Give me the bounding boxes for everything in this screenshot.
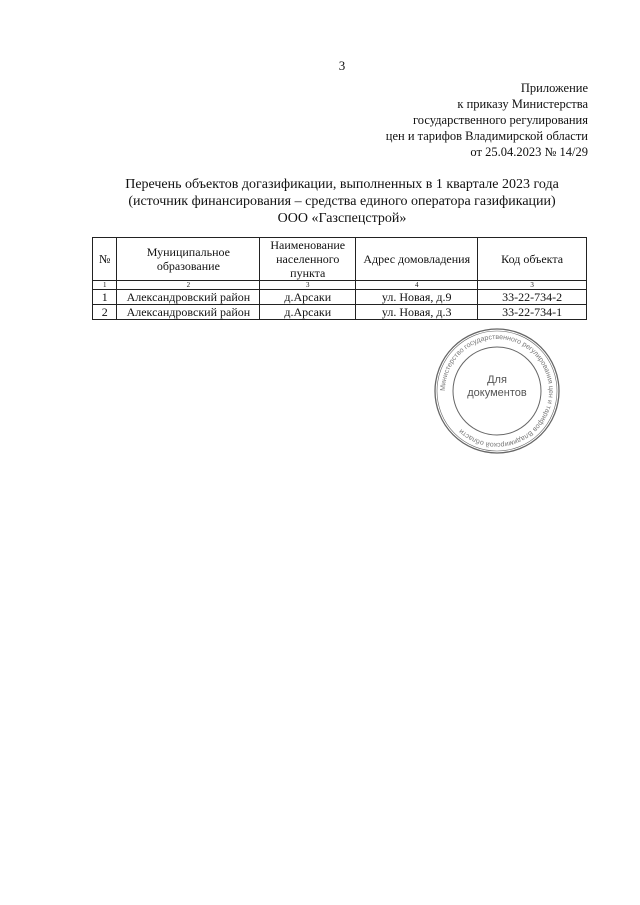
cell-object-code: 33-22-734-1 — [478, 305, 587, 320]
seal-center-line: документов — [467, 387, 527, 399]
header-object-code: Код объекта — [478, 238, 587, 281]
cell-address: ул. Новая, д.3 — [356, 305, 478, 320]
cell-object-code: 33-22-734-2 — [478, 290, 587, 305]
official-seal — [432, 326, 562, 456]
appendix-line: цен и тарифов Владимирской области — [385, 129, 588, 143]
cell-municipality: Александровский район — [117, 290, 260, 305]
table-header-row — [93, 238, 587, 281]
column-number: 2 — [117, 281, 260, 290]
cell-number: 2 — [93, 305, 117, 320]
header-settlement: Наименование населенного пункта — [260, 238, 356, 281]
title-line: ООО «Газспецстрой» — [277, 211, 407, 226]
column-number: 1 — [93, 281, 117, 290]
seal-ring-text: Министерство государственного регулирования цен и тарифов Владимирской области — [439, 333, 555, 449]
column-number: 4 — [356, 281, 478, 290]
page-number: 3 — [338, 58, 346, 73]
appendix-line: к приказу Министерства — [457, 97, 588, 111]
column-number: 3 — [478, 281, 587, 290]
document-title — [0, 176, 640, 227]
table-row — [93, 290, 587, 305]
appendix-block — [386, 80, 588, 160]
appendix-line: от 25.04.2023 № 14/29 — [470, 145, 588, 159]
cell-number: 1 — [93, 290, 117, 305]
header-municipality: Муниципальное образование — [117, 238, 260, 281]
appendix-line: Приложение — [520, 81, 588, 95]
column-number: 3 — [260, 281, 356, 290]
title-line: (источник финансирования – средства единого оператора газификации) — [128, 194, 556, 209]
appendix-line: государственного регулирования — [412, 113, 588, 127]
seal-center-text — [432, 374, 562, 400]
cell-municipality: Александровский район — [117, 305, 260, 320]
cell-address: ул. Новая, д.9 — [356, 290, 478, 305]
cell-settlement: д.Арсаки — [260, 290, 356, 305]
header-address: Адрес домовладения — [356, 238, 478, 281]
seal-center-line: Для — [487, 374, 507, 386]
table-row — [93, 305, 587, 320]
objects-table — [92, 237, 587, 320]
cell-settlement: д.Арсаки — [260, 305, 356, 320]
header-number: № — [93, 238, 117, 281]
title-line: Перечень объектов догазификации, выполненных в 1 квартале 2023 года — [125, 177, 559, 192]
column-number-row — [93, 281, 587, 290]
